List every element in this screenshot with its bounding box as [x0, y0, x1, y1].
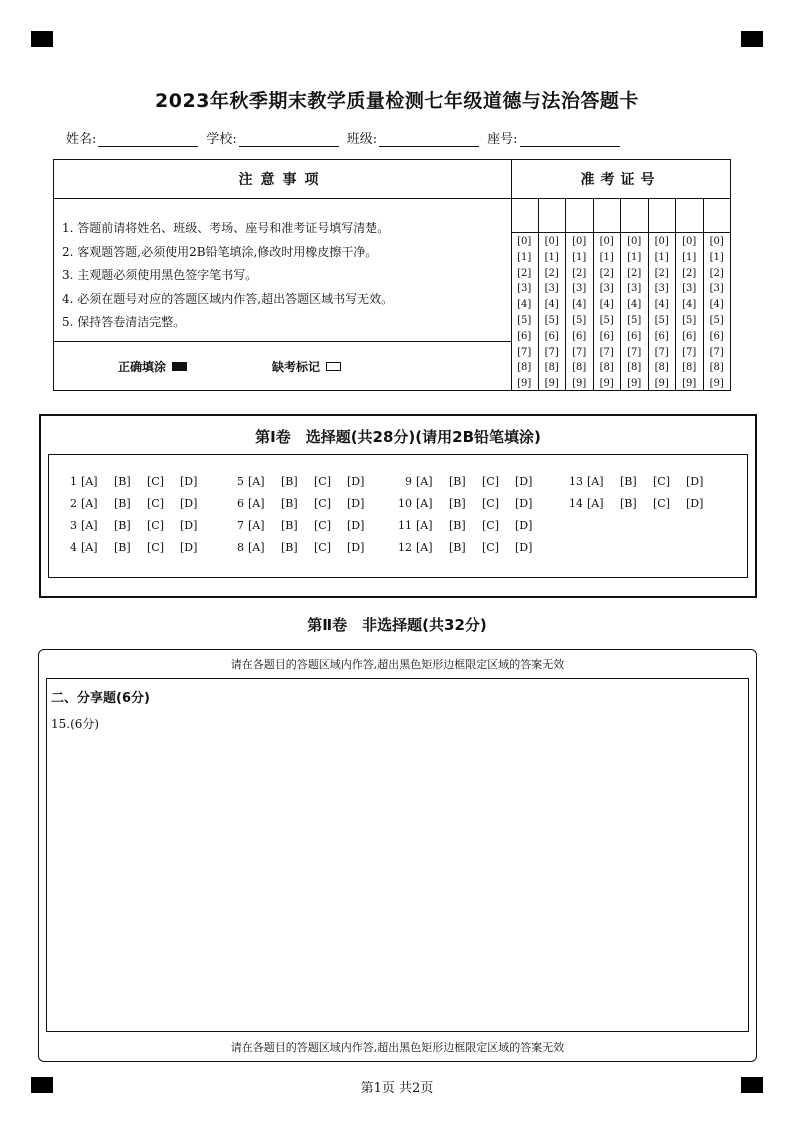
- exam-id-grid: [511, 198, 730, 390]
- exam-id-column: [539, 198, 567, 390]
- exam-id-digit-bubble[interactable]: [1]: [544, 251, 559, 263]
- exam-id-digit-bubble[interactable]: [3]: [654, 283, 669, 295]
- answer-option-bubble[interactable]: [A]: [416, 497, 433, 510]
- question-number: 14: [569, 497, 583, 510]
- exam-id-digit-bubble[interactable]: [4]: [517, 299, 532, 311]
- answer-area-note-bottom: 请在各题目的答题区域内作答,超出黑色矩形边框限定区域的答案无效: [230, 1041, 565, 1054]
- correct-fill-label: 正确填涂: [118, 360, 167, 374]
- exam-id-digit-bubble[interactable]: [4]: [544, 299, 559, 311]
- notice-item: 4. 必须在题号对应的答题区域内作答,超出答题区域书写无效。: [62, 291, 394, 306]
- answer-option-bubble[interactable]: [A]: [248, 497, 265, 510]
- exam-id-write-box[interactable]: [704, 198, 731, 233]
- choice-question-row: [230, 475, 380, 488]
- answer-option-bubble[interactable]: [C]: [147, 497, 164, 510]
- choice-question-row: [569, 497, 719, 510]
- exam-id-digit-bubble[interactable]: [5]: [517, 314, 532, 326]
- exam-id-heading: 准考证号: [511, 160, 730, 199]
- choice-question-row: [398, 519, 548, 532]
- exam-id-write-box[interactable]: [621, 198, 648, 233]
- student-info-row: [66, 128, 628, 147]
- answer-option-bubble[interactable]: [C]: [482, 475, 499, 488]
- exam-id-digit-bubble[interactable]: [8]: [517, 362, 532, 374]
- exam-id-digit-bubble[interactable]: [3]: [599, 283, 614, 295]
- exam-id-digit-bubble[interactable]: [7]: [682, 346, 697, 358]
- exam-id-digit-bubble[interactable]: [8]: [627, 362, 642, 374]
- exam-id-digit-bubble[interactable]: [9]: [599, 378, 614, 390]
- question-number: 7: [237, 519, 244, 532]
- question-number: 12: [398, 541, 412, 554]
- exam-id-digit-bubble[interactable]: [0]: [682, 236, 697, 247]
- answer-option-bubble[interactable]: [D]: [515, 497, 533, 510]
- exam-id-digit-bubble[interactable]: [5]: [544, 314, 559, 326]
- exam-id-digit-bubble[interactable]: [1]: [709, 251, 724, 263]
- exam-id-digit-bubble[interactable]: [7]: [517, 346, 532, 358]
- exam-id-digit-bubble[interactable]: [0]: [517, 236, 532, 247]
- exam-id-digit-bubble[interactable]: [6]: [709, 330, 724, 342]
- notice-item: 1. 答题前请将姓名、班级、考场、座号和准考证号填写清楚。: [62, 221, 390, 235]
- choice-question-row: [398, 497, 548, 510]
- answer-option-bubble[interactable]: [B]: [281, 541, 298, 554]
- choice-question-row: [63, 519, 213, 532]
- absent-mark-label: 缺考标记: [272, 360, 321, 374]
- exam-id-digit-bubble[interactable]: [0]: [654, 236, 669, 247]
- exam-id-digit-bubble[interactable]: [2]: [627, 267, 642, 279]
- exam-id-digit-bubble[interactable]: [1]: [654, 251, 669, 263]
- exam-id-digit-bubble[interactable]: [1]: [572, 251, 587, 263]
- answer-box[interactable]: [46, 678, 749, 1032]
- choice-question-row: [569, 475, 719, 488]
- exam-id-digit-bubble[interactable]: [8]: [654, 362, 669, 374]
- exam-id-digit-bubble[interactable]: [1]: [599, 251, 614, 263]
- exam-id-column: [649, 198, 677, 390]
- answer-option-bubble[interactable]: [B]: [449, 519, 466, 532]
- exam-id-digit-bubble[interactable]: [5]: [572, 314, 587, 326]
- question-number: 6: [237, 497, 244, 510]
- answer-option-bubble[interactable]: [A]: [587, 497, 604, 510]
- answer-option-bubble[interactable]: [C]: [653, 475, 670, 488]
- answer-option-bubble[interactable]: [D]: [180, 519, 198, 532]
- answer-option-bubble[interactable]: [D]: [180, 475, 198, 488]
- exam-id-digit-bubble[interactable]: [2]: [709, 267, 724, 279]
- exam-id-digit-bubble[interactable]: [8]: [544, 362, 559, 374]
- exam-id-digit-bubble[interactable]: [8]: [572, 362, 587, 374]
- answer-option-bubble[interactable]: [A]: [416, 541, 433, 554]
- answer-option-bubble[interactable]: [B]: [449, 541, 466, 554]
- page-footer: 第1页 共2页: [360, 1081, 434, 1096]
- answer-option-bubble[interactable]: [C]: [653, 497, 670, 510]
- answer-option-bubble[interactable]: [B]: [281, 519, 298, 532]
- exam-id-column: [594, 198, 622, 390]
- answer-option-bubble[interactable]: [A]: [81, 541, 98, 554]
- section1-objective: [39, 414, 757, 598]
- question-number: 8: [237, 541, 244, 554]
- exam-id-digit-bubble[interactable]: [6]: [682, 330, 697, 342]
- answer-option-bubble[interactable]: [A]: [81, 519, 98, 532]
- answer-area-note-top: 请在各题目的答题区域内作答,超出黑色矩形边框限定区域的答案无效: [230, 658, 565, 671]
- answer-option-bubble[interactable]: [B]: [449, 475, 466, 488]
- question-number: 11: [398, 519, 412, 532]
- exam-id-digit-bubble[interactable]: [0]: [544, 236, 559, 247]
- exam-id-digit-bubble[interactable]: [7]: [709, 346, 724, 358]
- exam-id-digit-bubble[interactable]: [4]: [682, 299, 697, 311]
- answer-option-bubble[interactable]: [B]: [620, 475, 637, 488]
- section2-answer-area: [38, 649, 757, 1062]
- exam-id-write-box[interactable]: [649, 198, 676, 233]
- answer-option-bubble[interactable]: [B]: [114, 519, 131, 532]
- exam-id-digit-bubble[interactable]: [2]: [654, 267, 669, 279]
- exam-id-digit-bubble[interactable]: [7]: [572, 346, 587, 358]
- exam-id-digit-bubble[interactable]: [1]: [682, 251, 697, 263]
- answer-option-bubble[interactable]: [B]: [620, 497, 637, 510]
- exam-id-digit-bubble[interactable]: [6]: [572, 330, 587, 342]
- exam-id-digit-bubble[interactable]: [1]: [627, 251, 642, 263]
- exam-id-digit-bubble[interactable]: [7]: [544, 346, 559, 358]
- exam-id-digit-bubble[interactable]: [9]: [682, 378, 697, 390]
- notice-item: 3. 主观题必须使用黑色签字笔书写。: [62, 268, 258, 282]
- page-title: 2023年秋季期末教学质量检测七年级道德与法治答题卡: [155, 90, 639, 112]
- exam-id-digit-bubble[interactable]: [9]: [654, 378, 669, 390]
- exam-id-digit-bubble[interactable]: [4]: [709, 299, 724, 311]
- answer-option-bubble[interactable]: [C]: [147, 541, 164, 554]
- exam-id-digit-bubble[interactable]: [5]: [709, 314, 724, 326]
- answer-option-bubble[interactable]: [A]: [248, 541, 265, 554]
- exam-id-write-box[interactable]: [511, 198, 538, 233]
- exam-id-digit-bubble[interactable]: [3]: [572, 283, 587, 295]
- exam-id-digit-bubble[interactable]: [5]: [682, 314, 697, 326]
- notice-box: [53, 159, 731, 391]
- choice-question-row: [63, 497, 213, 510]
- answer-option-bubble[interactable]: [A]: [81, 497, 98, 510]
- exam-id-digit-bubble[interactable]: [0]: [627, 236, 642, 247]
- exam-id-digit-bubble[interactable]: [9]: [709, 378, 724, 390]
- section2-heading: 第Ⅱ卷 非选择题(共32分): [307, 616, 487, 634]
- section1-heading: 第Ⅰ卷 选择题(共28分)(请用2B铅笔填涂): [255, 428, 541, 446]
- choice-question-row: [63, 541, 213, 554]
- answer-option-bubble[interactable]: [A]: [248, 519, 265, 532]
- exam-id-digit-bubble[interactable]: [8]: [599, 362, 614, 374]
- exam-id-digit-bubble[interactable]: [7]: [599, 346, 614, 358]
- school-field[interactable]: 学校:: [206, 128, 338, 147]
- exam-id-digit-bubble[interactable]: [7]: [654, 346, 669, 358]
- question-number: 3: [70, 519, 77, 532]
- exam-id-digit-bubble[interactable]: [6]: [544, 330, 559, 342]
- answer-option-bubble[interactable]: [D]: [686, 475, 704, 488]
- answer-option-bubble[interactable]: [D]: [515, 541, 533, 554]
- exam-id-digit-bubble[interactable]: [9]: [627, 378, 642, 390]
- notice-item: 2. 客观题答题,必须使用2B铅笔填涂,修改时用橡皮擦干净。: [62, 244, 378, 259]
- answer-option-bubble[interactable]: [B]: [114, 497, 131, 510]
- answer-option-bubble[interactable]: [C]: [314, 497, 331, 510]
- exam-id-digit-bubble[interactable]: [7]: [627, 346, 642, 358]
- exam-id-digit-bubble[interactable]: [2]: [682, 267, 697, 279]
- answer-option-bubble[interactable]: [C]: [482, 497, 499, 510]
- answer-option-bubble[interactable]: [D]: [347, 541, 365, 554]
- answer-option-bubble[interactable]: [C]: [314, 475, 331, 488]
- fill-legend: [54, 341, 511, 390]
- choice-question-row: [230, 541, 380, 554]
- exam-id-digit-bubble[interactable]: [5]: [599, 314, 614, 326]
- exam-id-digit-bubble[interactable]: [2]: [544, 267, 559, 279]
- exam-id-digit-bubble[interactable]: [6]: [517, 330, 532, 342]
- seat-field[interactable]: 座号:: [487, 128, 619, 147]
- answer-option-bubble[interactable]: [B]: [281, 497, 298, 510]
- choice-question-row: [230, 497, 380, 510]
- absent-checkbox[interactable]: [326, 362, 341, 371]
- answer-option-bubble[interactable]: [A]: [416, 475, 433, 488]
- registration-mark-top-right: [741, 31, 763, 47]
- class-field[interactable]: 班级:: [347, 128, 479, 147]
- answer-option-bubble[interactable]: [D]: [515, 475, 533, 488]
- choice-question-row: [398, 475, 548, 488]
- answer-option-bubble[interactable]: [A]: [81, 475, 98, 488]
- notice-heading: 注意事项: [54, 160, 511, 199]
- notice-list: [54, 199, 511, 335]
- exam-id-digit-bubble[interactable]: [3]: [517, 283, 532, 295]
- exam-id-digit-bubble[interactable]: [2]: [572, 267, 587, 279]
- choice-question-row: [398, 541, 548, 554]
- exam-id-column: [676, 198, 704, 390]
- answer-option-bubble[interactable]: [D]: [180, 541, 198, 554]
- question-number: 2: [70, 497, 77, 510]
- exam-id-digit-bubble[interactable]: [2]: [517, 267, 532, 279]
- question-number: 9: [405, 475, 412, 488]
- answer-option-bubble[interactable]: [C]: [314, 519, 331, 532]
- exam-id-write-box[interactable]: [676, 198, 703, 233]
- exam-id-digit-bubble[interactable]: [8]: [709, 362, 724, 374]
- question-15-label: 15.(6分): [51, 717, 100, 731]
- answer-option-bubble[interactable]: [B]: [114, 475, 131, 488]
- answer-option-bubble[interactable]: [C]: [147, 475, 164, 488]
- answer-option-bubble[interactable]: [B]: [281, 475, 298, 488]
- exam-id-digit-bubble[interactable]: [2]: [599, 267, 614, 279]
- answer-option-bubble[interactable]: [A]: [587, 475, 604, 488]
- share-question-heading: 二、分享题(6分): [51, 691, 150, 706]
- notice-item: 5. 保持答卷清洁完整。: [62, 315, 186, 329]
- choice-question-row: [63, 475, 213, 488]
- exam-id-digit-bubble[interactable]: [4]: [627, 299, 642, 311]
- exam-id-digit-bubble[interactable]: [0]: [709, 236, 724, 247]
- exam-id-write-box[interactable]: [594, 198, 621, 233]
- answer-option-bubble[interactable]: [D]: [180, 497, 198, 510]
- filled-swatch-icon: [172, 362, 187, 371]
- exam-id-column: [621, 198, 649, 390]
- answer-option-bubble[interactable]: [B]: [449, 497, 466, 510]
- exam-id-digit-bubble[interactable]: [9]: [517, 378, 532, 390]
- exam-id-digit-bubble[interactable]: [3]: [544, 283, 559, 295]
- exam-id-digit-bubble[interactable]: [6]: [654, 330, 669, 342]
- exam-id-digit-bubble[interactable]: [6]: [627, 330, 642, 342]
- question-number: 1: [70, 475, 77, 488]
- registration-mark-top-left: [31, 31, 53, 47]
- exam-id-digit-bubble[interactable]: [1]: [517, 251, 532, 263]
- exam-id-digit-bubble[interactable]: [3]: [682, 283, 697, 295]
- answer-option-bubble[interactable]: [C]: [482, 519, 499, 532]
- exam-id-digit-bubble[interactable]: [9]: [572, 378, 587, 390]
- exam-id-digit-bubble[interactable]: [4]: [599, 299, 614, 311]
- exam-id-digit-bubble[interactable]: [3]: [709, 283, 724, 295]
- question-number: 10: [398, 497, 412, 510]
- exam-id-column: [566, 198, 594, 390]
- question-number: 5: [237, 475, 244, 488]
- exam-id-digit-bubble[interactable]: [8]: [682, 362, 697, 374]
- exam-id-digit-bubble[interactable]: [9]: [544, 378, 559, 390]
- choice-answer-grid: [48, 454, 748, 578]
- answer-option-bubble[interactable]: [D]: [347, 497, 365, 510]
- exam-id-write-box[interactable]: [539, 198, 566, 233]
- answer-option-bubble[interactable]: [D]: [347, 519, 365, 532]
- answer-option-bubble[interactable]: [C]: [314, 541, 331, 554]
- exam-id-digit-bubble[interactable]: [5]: [627, 314, 642, 326]
- question-number: 13: [569, 475, 583, 488]
- exam-id-digit-bubble[interactable]: [0]: [599, 236, 614, 247]
- exam-id-digit-bubble[interactable]: [4]: [654, 299, 669, 311]
- exam-id-column: [511, 198, 539, 390]
- exam-id-digit-bubble[interactable]: [5]: [654, 314, 669, 326]
- answer-option-bubble[interactable]: [C]: [482, 541, 499, 554]
- answer-option-bubble[interactable]: [D]: [347, 475, 365, 488]
- exam-id-write-box[interactable]: [566, 198, 593, 233]
- answer-option-bubble[interactable]: [A]: [248, 475, 265, 488]
- exam-id-column: [704, 198, 731, 390]
- answer-option-bubble[interactable]: [C]: [147, 519, 164, 532]
- exam-id-digit-bubble[interactable]: [0]: [572, 236, 587, 247]
- exam-id-digit-bubble[interactable]: [4]: [572, 299, 587, 311]
- question-number: 4: [70, 541, 77, 554]
- answer-option-bubble[interactable]: [A]: [416, 519, 433, 532]
- exam-id-digit-bubble[interactable]: [3]: [627, 283, 642, 295]
- choice-question-row: [230, 519, 380, 532]
- answer-option-bubble[interactable]: [B]: [114, 541, 131, 554]
- answer-option-bubble[interactable]: [D]: [515, 519, 533, 532]
- answer-option-bubble[interactable]: [D]: [686, 497, 704, 510]
- exam-id-digit-bubble[interactable]: [6]: [599, 330, 614, 342]
- name-field[interactable]: 姓名:: [66, 128, 198, 147]
